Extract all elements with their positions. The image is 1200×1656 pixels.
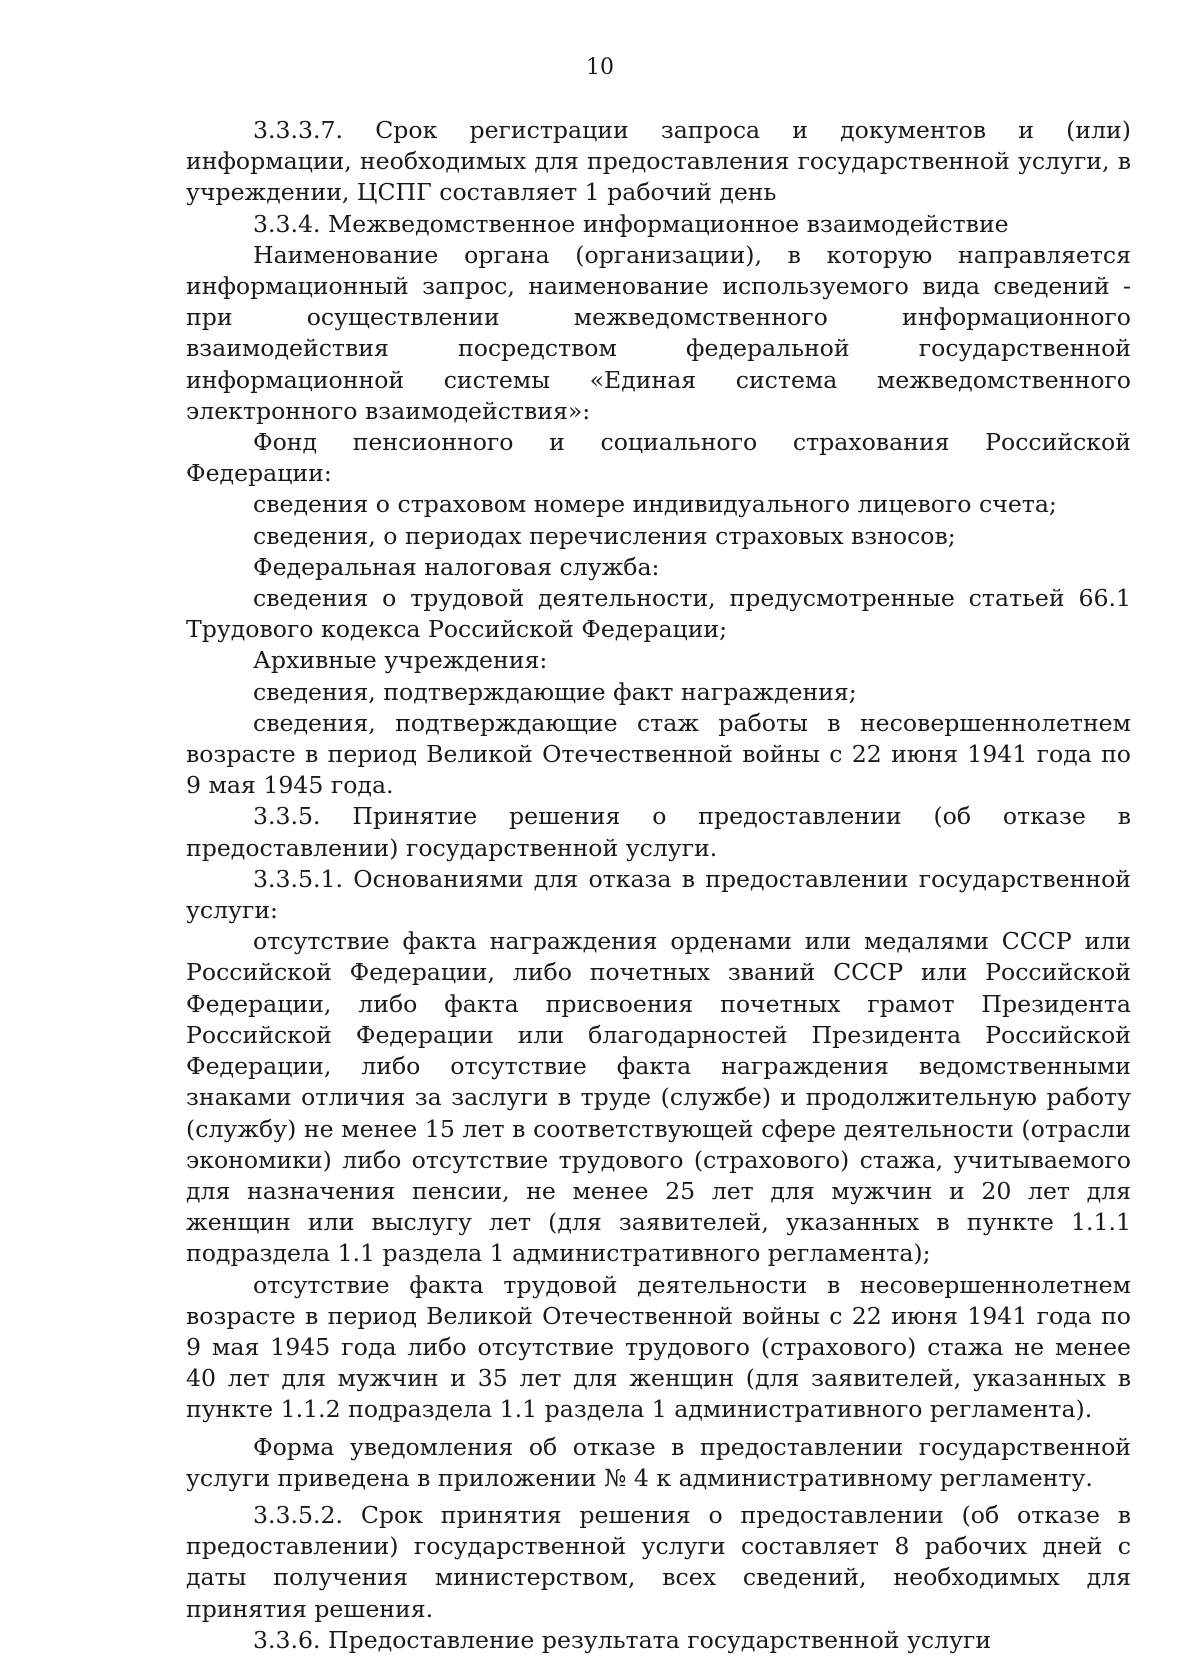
- paragraph-labor-info: сведения о трудовой деятельности, предусмотренные статьей 66.1 Трудового кодекса Российской Федерации;: [186, 584, 1131, 644]
- paragraph-3-3-3-7: 3.3.3.7. Срок регистрации запроса и документов и (или) информации, необходимых для предоставления государственной услуги, в учреждении, ЦСПГ составляет 1 рабочий день: [186, 116, 1131, 207]
- paragraph-3-3-5-2: 3.3.5.2. Срок принятия решения о предоставлении (об отказе в предоставлении) государственной услуги составляет 8 рабочих дней с даты получения министерством, всех сведений, необходимых для принятия решения.: [186, 1500, 1131, 1623]
- paragraph-refusal-notice-form: Форма уведомления об отказе в предоставлении государственной услуги приведена в приложении № 4 к административному регламенту.: [186, 1432, 1131, 1492]
- page-number: 10: [586, 55, 614, 80]
- paragraph-contributions-info: сведения, о периодах перечисления страховых взносов;: [253, 521, 956, 550]
- heading-3-3-5-1: 3.3.5.1. Основаниями для отказа в предоставлении государственной услуги:: [186, 864, 1131, 925]
- heading-3-3-4: 3.3.4. Межведомственное информационное взаимодействие: [253, 209, 1009, 238]
- paragraph-tax-service: Федеральная налоговая служба:: [253, 552, 660, 581]
- paragraph-award-info: сведения, подтверждающие факт награждения;: [253, 677, 857, 706]
- paragraph-refusal-ground-1: отсутствие факта награждения орденами или медалями СССР или Российской Федерации, либо почетных званий СССР или Российской Федерации, либо факта присвоения почетных грамот Президента Российской Федерации или благодарностей Президента Российской Федерации, либо отсутствие факта награждения ведомственными знаками отличия за заслуги в труде (службе) и продолжительную работу (службу) не менее 15 лет в соответствующей сфере деятельности (отрасли экономики) либо отсутствие трудового (страхового) стажа, учитываемого для назначения пенсии, не менее 25 лет для мужчин и 20 лет для женщин или выслугу лет (для заявителей, указанных в пункте 1.1.1 подраздела 1.1 раздела 1 административного регламента);: [186, 927, 1131, 1268]
- heading-3-3-6: 3.3.6. Предоставление результата государственной услуги: [253, 1625, 992, 1654]
- paragraph-wartime-work-info: сведения, подтверждающие стаж работы в несовершеннолетнем возрасте в период Великой Отечественной войны с 22 июня 1941 года по 9 мая 1945 года.: [186, 708, 1131, 800]
- paragraph-refusal-ground-2: отсутствие факта трудовой деятельности в несовершеннолетнем возрасте в период Великой Отечественной войны с 22 июня 1941 года по 9 мая 1945 года либо отсутствие трудового (страхового) стажа не менее 40 лет для мужчин и 35 лет для женщин (для заявителей, указанных в пункте 1.1.2 подраздела 1.1 раздела 1 административного регламента).: [186, 1270, 1131, 1424]
- document-body: [186, 115, 1131, 1656]
- heading-3-3-5: 3.3.5. Принятие решения о предоставлении (об отказе в предоставлении) государственной услуги.: [186, 802, 1131, 862]
- paragraph-archives: Архивные учреждения:: [253, 646, 548, 675]
- paragraph-interagency-request: Наименование органа (организации), в которую направляется информационный запрос, наименование используемого вида сведений - при осуществлении межведомственного информационного взаимодействия посредством федеральной государственной информационной системы «Единая система межведомственного электронного взаимодействия»:: [186, 240, 1131, 425]
- paragraph-snils-info: сведения о страховом номере индивидуального лицевого счета;: [253, 490, 1057, 519]
- paragraph-pension-fund: Фонд пенсионного и социального страхования Российской Федерации:: [186, 428, 1131, 488]
